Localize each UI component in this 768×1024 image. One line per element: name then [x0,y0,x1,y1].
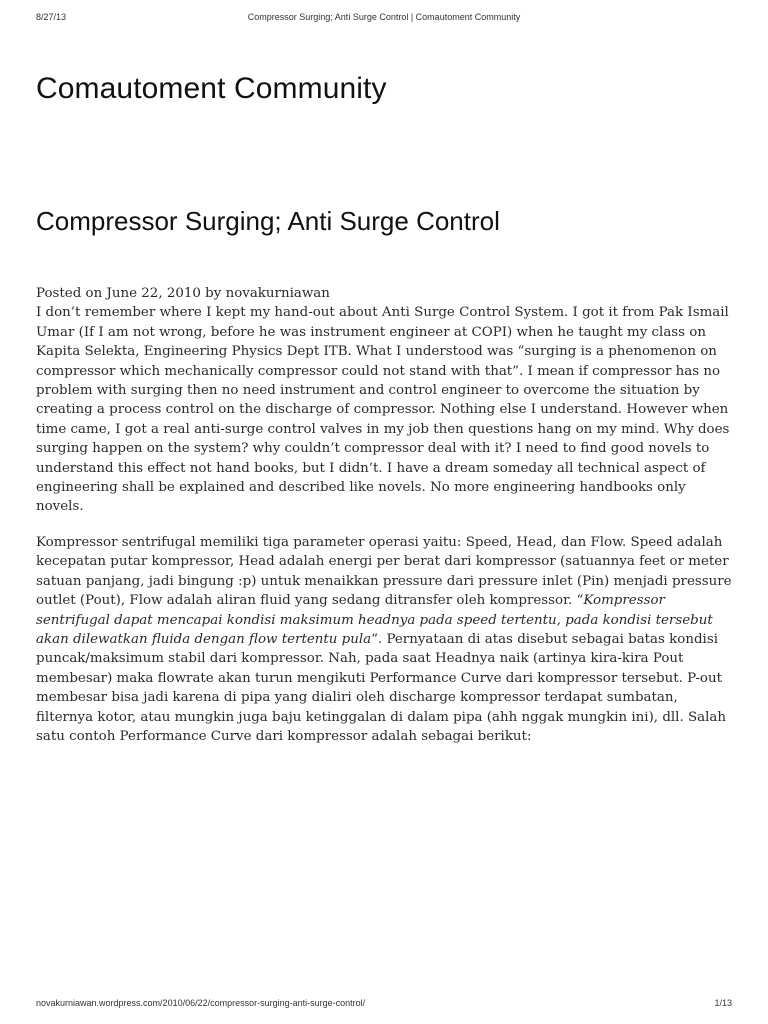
paragraph-indonesian [36,533,736,746]
paragraph-text-end: “. Pernyataan di atas disebut sebagai batas kondisi puncak/maksimum stabil dari kompressor. Nah, pada saat Headnya naik (artinya kira-kira Pout membesar) maka flowrate akan turun mengikuti Performance Curve dari kompressor tersebut. P-out membesar bisa jadi karena di pipa yang dialiri oleh discharge kompressor terdapat sumbatan, filternya kotor, atau mungkin juga baju ketinggalan di dalam pipa (ahh nggak mungkin ini), dll. Salah satu contoh Performance Curve dari kompressor adalah sebagai berikut: [36,631,727,744]
print-page-title: Compressor Surging; Anti Surge Control | Comautoment Community [247,12,521,22]
paragraph-text-start: Kompressor sentrifugal memiliki tiga parameter operasi yaitu: Speed, Head, dan Flow. Speed adalah kecepatan putar kompressor, Head adalah energi per berat dari kompressor (satuannya feet or meter satuan panjang, jadi bingung :p) untuk menaikkan pressure dari pressure inlet (Pin) menjadi pressure outlet (Pout), Flow adalah aliran fluid yang sedang ditransfer oleh kompressor. “ [36,534,732,609]
print-date: 8/27/13 [36,12,67,22]
post-title[interactable]: Compressor Surging; Anti Surge Control [36,206,500,236]
paragraph-english: I don’t remember where I kept my hand-out about Anti Surge Control System. I got it from Pak Ismail Umar (If I am not wrong, before he was instrument engineer at COPI) when he taught my class on Kapita Selekta, Engineering Physics Dept ITB. What I understood was “surging is a phenomenon on compressor which mechanically compressor could not stand with that”. I mean if compressor has no problem with surging then no need instrument and control engineer to overcome the situation by creating a process control on the discharge of compressor. Nothing else I understand. However when time came, I got a real anti-surge control valves in my job then questions hang on my mind. Why does surging happen on the system? why couldn’t compressor deal with it? I need to find good novels to understand this effect not hand books, but I didn’t. I have a dream someday all technical aspect of engineering shall be explained and described like novels. No more engineering handbooks only novels. [36,305,730,515]
posted-prefix: Posted on [36,286,107,301]
print-header [36,12,732,28]
posted-by: by [200,286,226,301]
print-footer [36,998,732,1012]
post-body [36,284,736,746]
site-title[interactable]: Comautoment Community [36,72,387,105]
italic-quote: Kompressor sentrifugal dapat mencapai kondisi maksimum headnya pada speed tertentu, pada kondisi tersebut akan dilewatkan fluida dengan flow tertentu pula [36,593,713,647]
page-number: 1/13 [714,998,732,1008]
print-url: novakurniawan.wordpress.com/2010/06/22/compressor-surging-anti-surge-control/ [36,998,366,1008]
post-date-link[interactable]: June 22, 2010 [106,286,201,301]
post-meta [36,284,736,303]
post-author-link[interactable]: novakurniawan [225,286,330,301]
